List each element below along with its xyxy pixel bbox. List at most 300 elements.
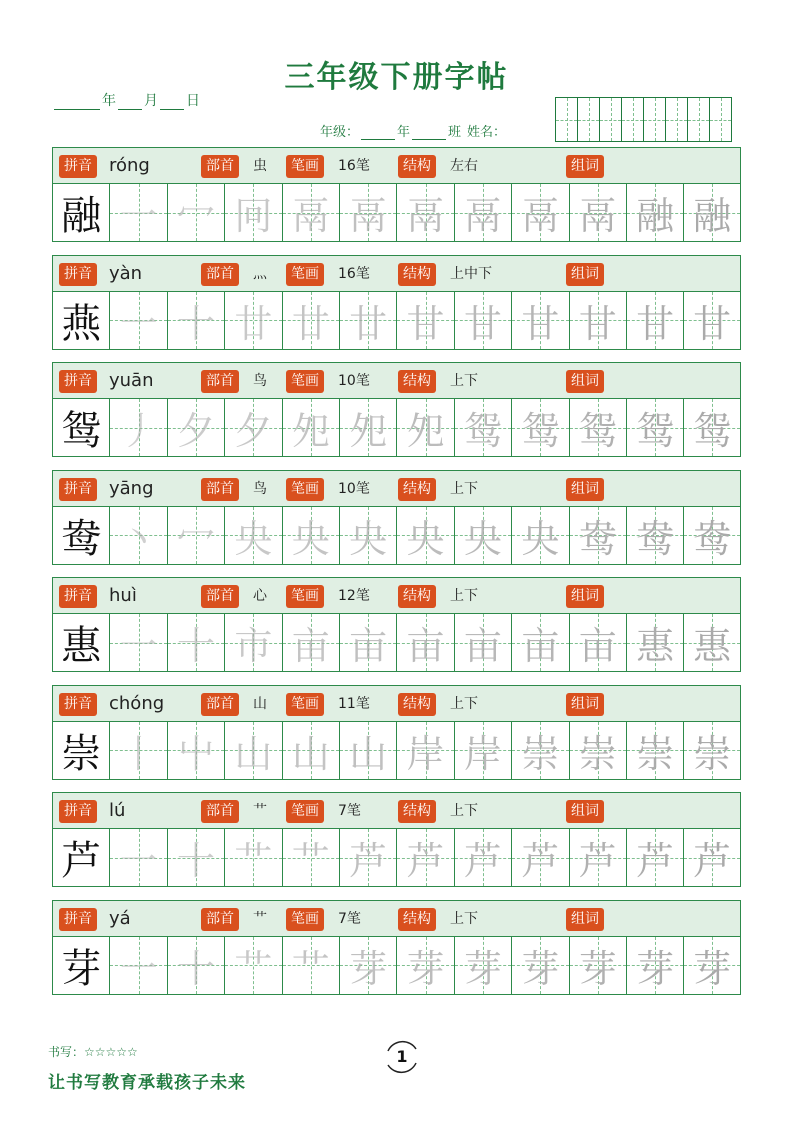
trace-cell[interactable]	[340, 614, 397, 671]
trace-cell[interactable]	[283, 614, 340, 671]
info-bar	[52, 470, 741, 507]
trace-character: 岸	[463, 731, 502, 776]
trace-cell[interactable]	[110, 399, 167, 456]
structure-value: 上下	[450, 588, 478, 604]
trace-cell[interactable]	[455, 614, 512, 671]
trace-character: 冋	[234, 194, 273, 238]
date-line	[52, 90, 200, 110]
trace-character: 一	[119, 839, 158, 883]
trace-cell[interactable]	[397, 292, 454, 349]
trace-character: 艹	[291, 946, 330, 991]
words-tag: 组词	[566, 908, 604, 931]
trace-character: 廿	[349, 301, 388, 346]
character-entry	[52, 470, 741, 565]
trace-cell[interactable]	[397, 937, 454, 994]
trace-character: 山	[234, 731, 273, 776]
structure-tag: 结构	[398, 263, 436, 286]
trace-character: 亩	[521, 624, 560, 668]
trace-character: 甘	[463, 301, 502, 346]
info-bar	[52, 362, 741, 399]
radical-tag: 部首	[201, 478, 239, 501]
trace-character: 崇	[693, 731, 732, 776]
class-line	[320, 121, 506, 140]
strokes-tag: 笔画	[286, 800, 324, 823]
trace-cell[interactable]	[168, 829, 225, 886]
trace-character: 廿	[291, 301, 330, 346]
trace-character: 鸯	[578, 516, 617, 561]
trace-character: 亩	[578, 624, 617, 668]
trace-character: 芽	[521, 946, 560, 991]
radical-value: 山	[253, 695, 267, 712]
trace-cell[interactable]	[455, 829, 512, 886]
strokes-tag: 笔画	[286, 585, 324, 608]
trace-cell[interactable]	[512, 829, 569, 886]
structure-value: 上下	[450, 373, 478, 389]
trace-cell[interactable]	[455, 184, 512, 241]
strokes-tag: 笔画	[286, 693, 324, 716]
pinyin-value: róng	[109, 155, 150, 176]
character-entry	[52, 362, 741, 457]
trace-cell[interactable]	[397, 184, 454, 241]
info-bar	[52, 255, 741, 292]
radical-tag: 部首	[201, 908, 239, 931]
structure-tag: 结构	[398, 370, 436, 393]
trace-cell[interactable]	[110, 507, 167, 564]
strokes-tag: 笔画	[286, 478, 324, 501]
radical-value: 心	[253, 588, 267, 604]
model-character: 鸯	[61, 515, 102, 562]
trace-character: 芦	[349, 839, 388, 883]
trace-character: 亩	[463, 624, 502, 668]
words-tag: 组词	[566, 155, 604, 178]
words-tag: 组词	[566, 370, 604, 393]
trace-character: 山	[291, 731, 330, 776]
radical-tag: 部首	[201, 370, 239, 393]
trace-character: 甘	[636, 301, 675, 346]
name-box[interactable]	[555, 97, 578, 142]
trace-character: 鬲	[578, 194, 617, 238]
strokes-tag: 笔画	[286, 908, 324, 931]
model-character-cell	[53, 722, 110, 779]
trace-character: 甘	[693, 301, 732, 346]
trace-cell[interactable]	[225, 722, 282, 779]
trace-cell[interactable]	[627, 722, 684, 779]
radical-tag: 部首	[201, 693, 239, 716]
practice-grid	[52, 614, 741, 672]
trace-cell[interactable]	[684, 292, 740, 349]
structure-tag: 结构	[398, 908, 436, 931]
trace-character: 夕	[234, 409, 273, 453]
trace-character: 岸	[406, 731, 445, 776]
trace-cell[interactable]	[397, 507, 454, 564]
name-box[interactable]	[687, 97, 710, 142]
name-box[interactable]	[643, 97, 666, 142]
trace-cell[interactable]	[168, 722, 225, 779]
trace-cell[interactable]	[225, 507, 282, 564]
trace-cell[interactable]	[627, 184, 684, 241]
trace-cell[interactable]	[340, 184, 397, 241]
trace-cell[interactable]	[340, 829, 397, 886]
trace-character: 冖	[176, 516, 215, 561]
page-number	[382, 1037, 422, 1077]
trace-character: 鬲	[291, 194, 330, 238]
pinyin-tag: 拼音	[59, 263, 97, 286]
name-box[interactable]	[665, 97, 688, 142]
trace-cell[interactable]	[283, 937, 340, 994]
character-entry	[52, 255, 741, 350]
trace-cell[interactable]	[168, 292, 225, 349]
trace-cell[interactable]	[512, 184, 569, 241]
trace-cell[interactable]	[168, 507, 225, 564]
model-character-cell	[53, 399, 110, 456]
trace-cell[interactable]	[512, 507, 569, 564]
pinyin-tag: 拼音	[59, 585, 97, 608]
trace-cell[interactable]	[110, 614, 167, 671]
radical-tag: 部首	[201, 263, 239, 286]
info-bar	[52, 577, 741, 614]
model-character-cell	[53, 614, 110, 671]
trace-character: 鸳	[521, 409, 560, 453]
trace-cell[interactable]	[627, 614, 684, 671]
trace-character: 甘	[521, 301, 560, 346]
trace-cell[interactable]	[225, 184, 282, 241]
trace-character: 夗	[406, 409, 445, 453]
trace-character: 艹	[234, 946, 273, 991]
pinyin-tag: 拼音	[59, 478, 97, 501]
character-entry	[52, 147, 741, 242]
pinyin-value: yāng	[109, 477, 154, 499]
radical-tag: 部首	[201, 800, 239, 823]
trace-character: 芽	[463, 946, 502, 991]
trace-cell[interactable]	[570, 399, 627, 456]
trace-cell[interactable]	[110, 184, 167, 241]
pinyin-value: lú	[109, 800, 126, 821]
name-box[interactable]	[577, 97, 600, 142]
structure-value: 左右	[450, 158, 478, 174]
trace-character: 夕	[176, 409, 215, 453]
pinyin-tag: 拼音	[59, 155, 97, 178]
strokes-value: 10笔	[338, 480, 370, 497]
trace-cell[interactable]	[570, 829, 627, 886]
trace-cell[interactable]	[168, 937, 225, 994]
strokes-tag: 笔画	[286, 263, 324, 286]
trace-cell[interactable]	[455, 722, 512, 779]
trace-cell[interactable]	[627, 829, 684, 886]
structure-tag: 结构	[398, 693, 436, 716]
pinyin-value: yuān	[109, 370, 154, 391]
trace-cell[interactable]	[512, 614, 569, 671]
trace-cell[interactable]	[283, 184, 340, 241]
trace-character: 山	[349, 731, 388, 776]
name-box[interactable]	[621, 97, 644, 142]
trace-character: 融	[693, 194, 732, 238]
pinyin-value: huì	[109, 585, 137, 606]
page-number-text: 1	[396, 1047, 408, 1066]
trace-cell[interactable]	[455, 292, 512, 349]
trace-character: 鬲	[463, 194, 502, 238]
trace-cell[interactable]	[283, 507, 340, 564]
trace-cell[interactable]	[512, 722, 569, 779]
trace-cell[interactable]	[225, 292, 282, 349]
trace-cell[interactable]	[512, 292, 569, 349]
trace-character: 廿	[234, 301, 273, 346]
trace-cell[interactable]	[627, 507, 684, 564]
trace-character: 鬲	[349, 194, 388, 238]
trace-cell[interactable]	[340, 507, 397, 564]
trace-character: 市	[234, 624, 273, 668]
trace-character: 融	[636, 194, 675, 238]
trace-cell[interactable]	[397, 722, 454, 779]
radical-value: 鸟	[253, 373, 267, 389]
trace-cell[interactable]	[627, 937, 684, 994]
practice-grid	[52, 507, 741, 565]
trace-character: 亩	[291, 624, 330, 668]
trace-character: 鸳	[636, 409, 675, 453]
trace-cell[interactable]	[570, 184, 627, 241]
day-label: 日	[186, 93, 200, 109]
practice-grid	[52, 937, 741, 995]
trace-cell[interactable]	[225, 937, 282, 994]
trace-character: 鬲	[406, 194, 445, 238]
name-box[interactable]	[709, 97, 732, 142]
strokes-value: 11笔	[338, 695, 370, 712]
strokes-value: 7笔	[338, 803, 361, 819]
trace-cell[interactable]	[168, 399, 225, 456]
model-character-cell	[53, 184, 110, 241]
trace-character: 一	[119, 946, 158, 991]
model-character: 芦	[61, 838, 102, 884]
structure-value: 上下	[450, 910, 478, 927]
trace-character: 芽	[636, 946, 675, 991]
trace-character: 芽	[578, 946, 617, 991]
trace-cell[interactable]	[283, 399, 340, 456]
info-bar	[52, 792, 741, 829]
trace-character: 崇	[636, 731, 675, 776]
trace-cell[interactable]	[570, 292, 627, 349]
structure-value: 上下	[450, 695, 478, 712]
model-character-cell	[53, 829, 110, 886]
model-character: 崇	[61, 730, 102, 777]
trace-cell[interactable]	[225, 614, 282, 671]
structure-tag: 结构	[398, 155, 436, 178]
trace-character: 丶	[119, 516, 158, 561]
name-box[interactable]	[599, 97, 622, 142]
trace-character: 芦	[693, 839, 732, 883]
trace-character: 屮	[176, 731, 215, 776]
trace-cell[interactable]	[684, 507, 740, 564]
trace-character: 央	[463, 516, 502, 561]
trace-character: 甘	[406, 301, 445, 346]
month-label: 月	[144, 93, 158, 109]
character-entry	[52, 900, 741, 995]
trace-cell[interactable]	[168, 184, 225, 241]
character-entry	[52, 577, 741, 672]
strokes-tag: 笔画	[286, 155, 324, 178]
day-blank[interactable]	[160, 93, 184, 110]
trace-character: 央	[291, 516, 330, 561]
year-blank[interactable]	[54, 93, 100, 110]
trace-cell[interactable]	[110, 292, 167, 349]
trace-cell[interactable]	[340, 399, 397, 456]
trace-cell[interactable]	[684, 722, 740, 779]
practice-grid	[52, 829, 741, 887]
model-character: 芽	[61, 945, 102, 992]
strokes-value: 12笔	[338, 588, 370, 604]
grade-blank[interactable]	[361, 125, 395, 140]
trace-character: 央	[234, 516, 273, 561]
trace-cell[interactable]	[283, 722, 340, 779]
trace-cell[interactable]	[684, 184, 740, 241]
page-title: 三年级下册字帖	[284, 60, 509, 95]
trace-cell[interactable]	[225, 829, 282, 886]
radical-value: 艹	[253, 803, 267, 819]
pinyin-value: chóng	[109, 692, 165, 714]
strokes-value: 10笔	[338, 373, 370, 389]
practice-grid	[52, 292, 741, 350]
trace-cell[interactable]	[110, 829, 167, 886]
structure-value: 上中下	[450, 265, 492, 282]
trace-character: 鸳	[693, 409, 732, 453]
trace-cell[interactable]	[110, 722, 167, 779]
words-tag: 组词	[566, 800, 604, 823]
trace-character: 央	[406, 516, 445, 561]
name-boxes[interactable]	[556, 97, 732, 142]
trace-character: 一	[119, 624, 158, 668]
trace-cell[interactable]	[684, 829, 740, 886]
trace-character: 夗	[291, 409, 330, 453]
trace-character: 丨	[119, 731, 158, 776]
trace-cell[interactable]	[110, 937, 167, 994]
trace-cell[interactable]	[397, 614, 454, 671]
trace-character: 一	[119, 194, 158, 238]
trace-cell[interactable]	[455, 507, 512, 564]
class-label: 班	[448, 125, 462, 140]
trace-character: 芦	[521, 839, 560, 883]
trace-character: 丿	[119, 409, 158, 453]
trace-cell[interactable]	[225, 399, 282, 456]
model-character: 融	[61, 193, 102, 239]
trace-cell[interactable]	[283, 292, 340, 349]
info-bar	[52, 147, 741, 184]
class-blank[interactable]	[412, 125, 446, 140]
trace-cell[interactable]	[627, 292, 684, 349]
trace-character: 芽	[349, 946, 388, 991]
trace-cell[interactable]	[570, 937, 627, 994]
practice-grid	[52, 722, 741, 780]
words-tag: 组词	[566, 263, 604, 286]
trace-character: 央	[521, 516, 560, 561]
trace-cell[interactable]	[512, 399, 569, 456]
trace-character: 芦	[578, 839, 617, 883]
trace-character: 芽	[406, 946, 445, 991]
model-character-cell	[53, 292, 110, 349]
strokes-value: 16笔	[338, 265, 370, 282]
trace-character: 鸯	[693, 516, 732, 561]
trace-cell[interactable]	[684, 614, 740, 671]
radical-tag: 部首	[201, 155, 239, 178]
structure-tag: 结构	[398, 478, 436, 501]
radical-tag: 部首	[201, 585, 239, 608]
trace-cell[interactable]	[455, 937, 512, 994]
slogan: 让书写教育承载孩子未来	[48, 1073, 246, 1093]
trace-cell[interactable]	[168, 614, 225, 671]
trace-cell[interactable]	[340, 722, 397, 779]
trace-character: 崇	[521, 731, 560, 776]
rating-text: 书写：☆☆☆☆☆	[48, 1045, 138, 1059]
trace-cell[interactable]	[684, 937, 740, 994]
pinyin-tag: 拼音	[59, 370, 97, 393]
trace-cell[interactable]	[570, 507, 627, 564]
model-character-cell	[53, 937, 110, 994]
trace-character: 芦	[406, 839, 445, 883]
grade-label: 年级：	[320, 125, 360, 140]
trace-character: 鸳	[578, 409, 617, 453]
trace-character: 艹	[291, 839, 330, 883]
pinyin-value: yá	[109, 907, 131, 929]
name-label: 姓名：	[467, 125, 507, 140]
trace-character: 夗	[349, 409, 388, 453]
strokes-value: 7笔	[338, 910, 361, 927]
model-character: 惠	[61, 623, 102, 669]
trace-cell[interactable]	[512, 937, 569, 994]
trace-character: 崇	[578, 731, 617, 776]
trace-cell[interactable]	[627, 399, 684, 456]
trace-character: 十	[176, 301, 215, 346]
trace-cell[interactable]	[283, 829, 340, 886]
pinyin-tag: 拼音	[59, 800, 97, 823]
trace-cell[interactable]	[397, 399, 454, 456]
trace-cell[interactable]	[684, 399, 740, 456]
info-bar	[52, 685, 741, 722]
year-label: 年	[102, 93, 116, 109]
model-character-cell	[53, 507, 110, 564]
radical-value: 鸟	[253, 480, 267, 497]
structure-value: 上下	[450, 803, 478, 819]
words-tag: 组词	[566, 693, 604, 716]
month-blank[interactable]	[118, 93, 142, 110]
trace-character: 鸯	[636, 516, 675, 561]
trace-cell[interactable]	[397, 829, 454, 886]
practice-grid	[52, 399, 741, 457]
trace-character: 亩	[406, 624, 445, 668]
trace-cell[interactable]	[340, 292, 397, 349]
radical-value: 艹	[253, 910, 267, 927]
trace-character: 央	[349, 516, 388, 561]
words-tag: 组词	[566, 478, 604, 501]
trace-character: 芦	[463, 839, 502, 883]
info-bar	[52, 900, 741, 937]
trace-cell[interactable]	[570, 722, 627, 779]
trace-character: 鸳	[463, 409, 502, 453]
strokes-tag: 笔画	[286, 370, 324, 393]
structure-tag: 结构	[398, 585, 436, 608]
trace-cell[interactable]	[570, 614, 627, 671]
trace-cell[interactable]	[455, 399, 512, 456]
trace-character: 芦	[636, 839, 675, 883]
pinyin-tag: 拼音	[59, 693, 97, 716]
structure-value: 上下	[450, 480, 478, 497]
character-entry	[52, 792, 741, 887]
trace-cell[interactable]	[340, 937, 397, 994]
radical-value: 虫	[253, 158, 267, 174]
trace-character: 亩	[349, 624, 388, 668]
strokes-value: 16笔	[338, 158, 370, 174]
trace-character: 一	[119, 301, 158, 346]
model-character: 燕	[61, 300, 102, 347]
pinyin-value: yàn	[109, 262, 143, 284]
pinyin-tag: 拼音	[59, 908, 97, 931]
trace-character: 芽	[693, 946, 732, 991]
